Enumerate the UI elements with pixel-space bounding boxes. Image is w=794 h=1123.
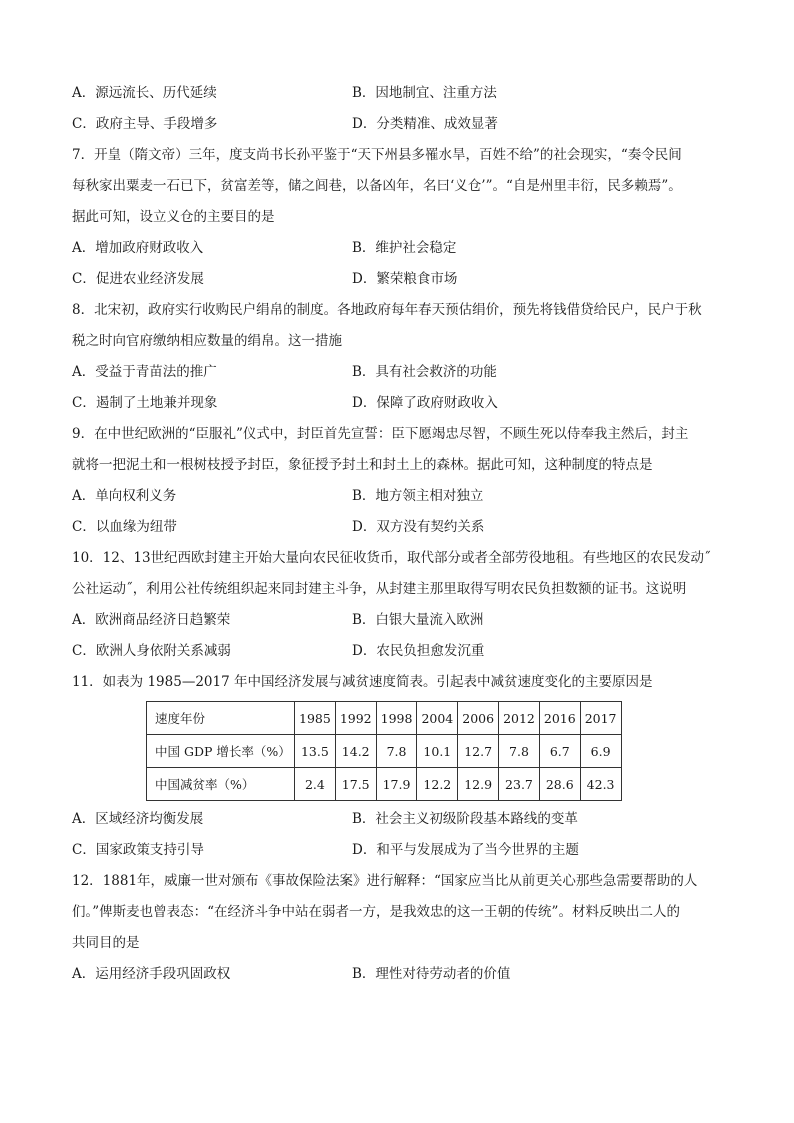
top-options-row-2 <box>72 109 722 140</box>
table-year: 2004 <box>417 702 458 735</box>
question-10-options-row-1 <box>72 605 722 636</box>
question-12-line: 共同目的是 <box>72 935 140 951</box>
table-header-row <box>147 702 622 735</box>
question-7-line: 据此可知，设立义仓的主要目的是 <box>72 209 275 225</box>
option-a: A．受益于青苗法的推广 <box>72 364 217 380</box>
question-8-options-row-1 <box>72 357 722 388</box>
option-d: D．农民负担愈发沉重 <box>352 643 485 659</box>
question-8-line: 8．北宋初，政府实行收购民户绢帛的制度。各地政府每年春天预估绢价，预先将钱借贷给民户，民户于秋 <box>72 302 702 318</box>
option-c: C．国家政策支持引导 <box>72 842 204 858</box>
option-b: B．维护社会稳定 <box>352 240 457 256</box>
table-cell: 17.5 <box>335 768 376 801</box>
table-cell: 28.6 <box>539 768 580 801</box>
question-9 <box>72 419 722 543</box>
table-cell: 12.7 <box>458 735 499 768</box>
question-7-options-row-2 <box>72 264 722 295</box>
question-8 <box>72 295 722 419</box>
option-b: B．社会主义初级阶段基本路线的变革 <box>352 811 578 827</box>
question-10 <box>72 543 722 667</box>
option-d: D．繁荣粮食市场 <box>352 271 458 287</box>
top-options-row-1 <box>72 78 722 109</box>
table-year: 2017 <box>580 702 621 735</box>
option-b: B．因地制宜、注重方法 <box>352 85 497 101</box>
table-row <box>147 735 622 768</box>
question-10-line: 10．12、13世纪西欧封建主开始大量向农民征收货币，取代部分或者全部劳役地租。有些地区的农民发动˝ <box>72 550 711 566</box>
option-b: B．理性对待劳动者的价值 <box>352 966 511 982</box>
option-a: A．增加政府财政收入 <box>72 240 204 256</box>
option-b: B．地方领主相对独立 <box>352 488 484 504</box>
table-cell: 12.2 <box>417 768 458 801</box>
question-11-options-row-1 <box>72 804 722 835</box>
table-cell: 7.8 <box>376 735 417 768</box>
table-header-label: 速度年份 <box>147 702 295 735</box>
option-c: C．欧洲人身依附关系减弱 <box>72 643 231 659</box>
table-row-label: 中国 GDP 增长率（%） <box>147 735 295 768</box>
question-9-line: 就将一把泥土和一根树枝授予封臣，象征授予封土和封土上的森林。据此可知，这种制度的特点是 <box>72 457 653 473</box>
table-year: 2012 <box>499 702 540 735</box>
table-cell: 2.4 <box>295 768 336 801</box>
exam-page <box>72 78 722 990</box>
table-year: 1992 <box>335 702 376 735</box>
table-row-label: 中国减贫率（%） <box>147 768 295 801</box>
question-9-line: 9．在中世纪欧洲的“臣服礼”仪式中，封臣首先宣誓：臣下愿竭忠尽智，不顾生死以侍奉我主然后，封主 <box>72 426 689 442</box>
question-11-line: 11．如表为 1985—2017 年中国经济发展与减贫速度简表。引起表中减贫速度变化的主要原因是 <box>72 674 653 690</box>
data-table <box>146 701 622 801</box>
option-a: A．源远流长、历代延续 <box>72 85 217 101</box>
option-d: D．和平与发展成为了当今世界的主题 <box>352 842 579 858</box>
question-10-line: 公社运动˝，利用公社传统组织起来同封建主斗争，从封建主那里取得写明农民负担数额的证书。这说明 <box>72 581 687 597</box>
option-d: D．分类精准、成效显著 <box>352 116 498 132</box>
table-cell: 42.3 <box>580 768 621 801</box>
question-10-options-row-2 <box>72 636 722 667</box>
option-b: B．具有社会救济的功能 <box>352 364 497 380</box>
question-7-line: 7．开皇（隋文帝）三年，度支尚书长孙平鉴于“天下州县多罹水旱，百姓不给”的社会现实，“奏令民间 <box>72 147 682 163</box>
question-12 <box>72 866 722 990</box>
table-cell: 7.8 <box>499 735 540 768</box>
option-c: C．以血缘为纽带 <box>72 519 177 535</box>
table-year: 2006 <box>458 702 499 735</box>
table-year: 2016 <box>539 702 580 735</box>
table-row <box>147 768 622 801</box>
question-12-options-row-1 <box>72 959 722 990</box>
option-a: A．单向权利义务 <box>72 488 177 504</box>
option-d: D．双方没有契约关系 <box>352 519 485 535</box>
option-b: B．白银大量流入欧洲 <box>352 612 484 628</box>
question-7-options-row-1 <box>72 233 722 264</box>
table-cell: 14.2 <box>335 735 376 768</box>
question-8-line: 税之时向官府缴纳相应数量的绢帛。这一措施 <box>72 333 342 349</box>
question-7-line: 每秋家出粟麦一石已下，贫富差等，储之闾巷，以备凶年，名曰‘义仓’”。“自是州里丰衍，民多赖焉”。 <box>72 178 682 194</box>
table-year: 1998 <box>376 702 417 735</box>
option-c: C．促进农业经济发展 <box>72 271 204 287</box>
question-12-line: 们。”俾斯麦也曾表态：“在经济斗争中站在弱者一方，是我效忠的这一王朝的传统”。材料反映出二人的 <box>72 904 680 920</box>
question-9-options-row-1 <box>72 481 722 512</box>
question-11-options-row-2 <box>72 835 722 866</box>
table-cell: 17.9 <box>376 768 417 801</box>
option-a: A．欧洲商品经济日趋繁荣 <box>72 612 231 628</box>
table-cell: 10.1 <box>417 735 458 768</box>
table-cell: 23.7 <box>499 768 540 801</box>
question-7 <box>72 140 722 295</box>
option-c: C．遏制了土地兼并现象 <box>72 395 218 411</box>
question-11 <box>72 667 722 866</box>
option-a: A．运用经济手段巩固政权 <box>72 966 231 982</box>
table-cell: 13.5 <box>295 735 336 768</box>
table-cell: 6.7 <box>539 735 580 768</box>
option-d: D．保障了政府财政收入 <box>352 395 498 411</box>
question-12-line: 12．1881年，威廉一世对颁布《事故保险法案》进行解释：“国家应当比从前更关心那些急需要帮助的人 <box>72 873 698 889</box>
option-c: C．政府主导、手段增多 <box>72 116 218 132</box>
option-a: A．区域经济均衡发展 <box>72 811 204 827</box>
table-cell: 12.9 <box>458 768 499 801</box>
question-8-options-row-2 <box>72 388 722 419</box>
question-9-options-row-2 <box>72 512 722 543</box>
table-year: 1985 <box>295 702 336 735</box>
table-cell: 6.9 <box>580 735 621 768</box>
